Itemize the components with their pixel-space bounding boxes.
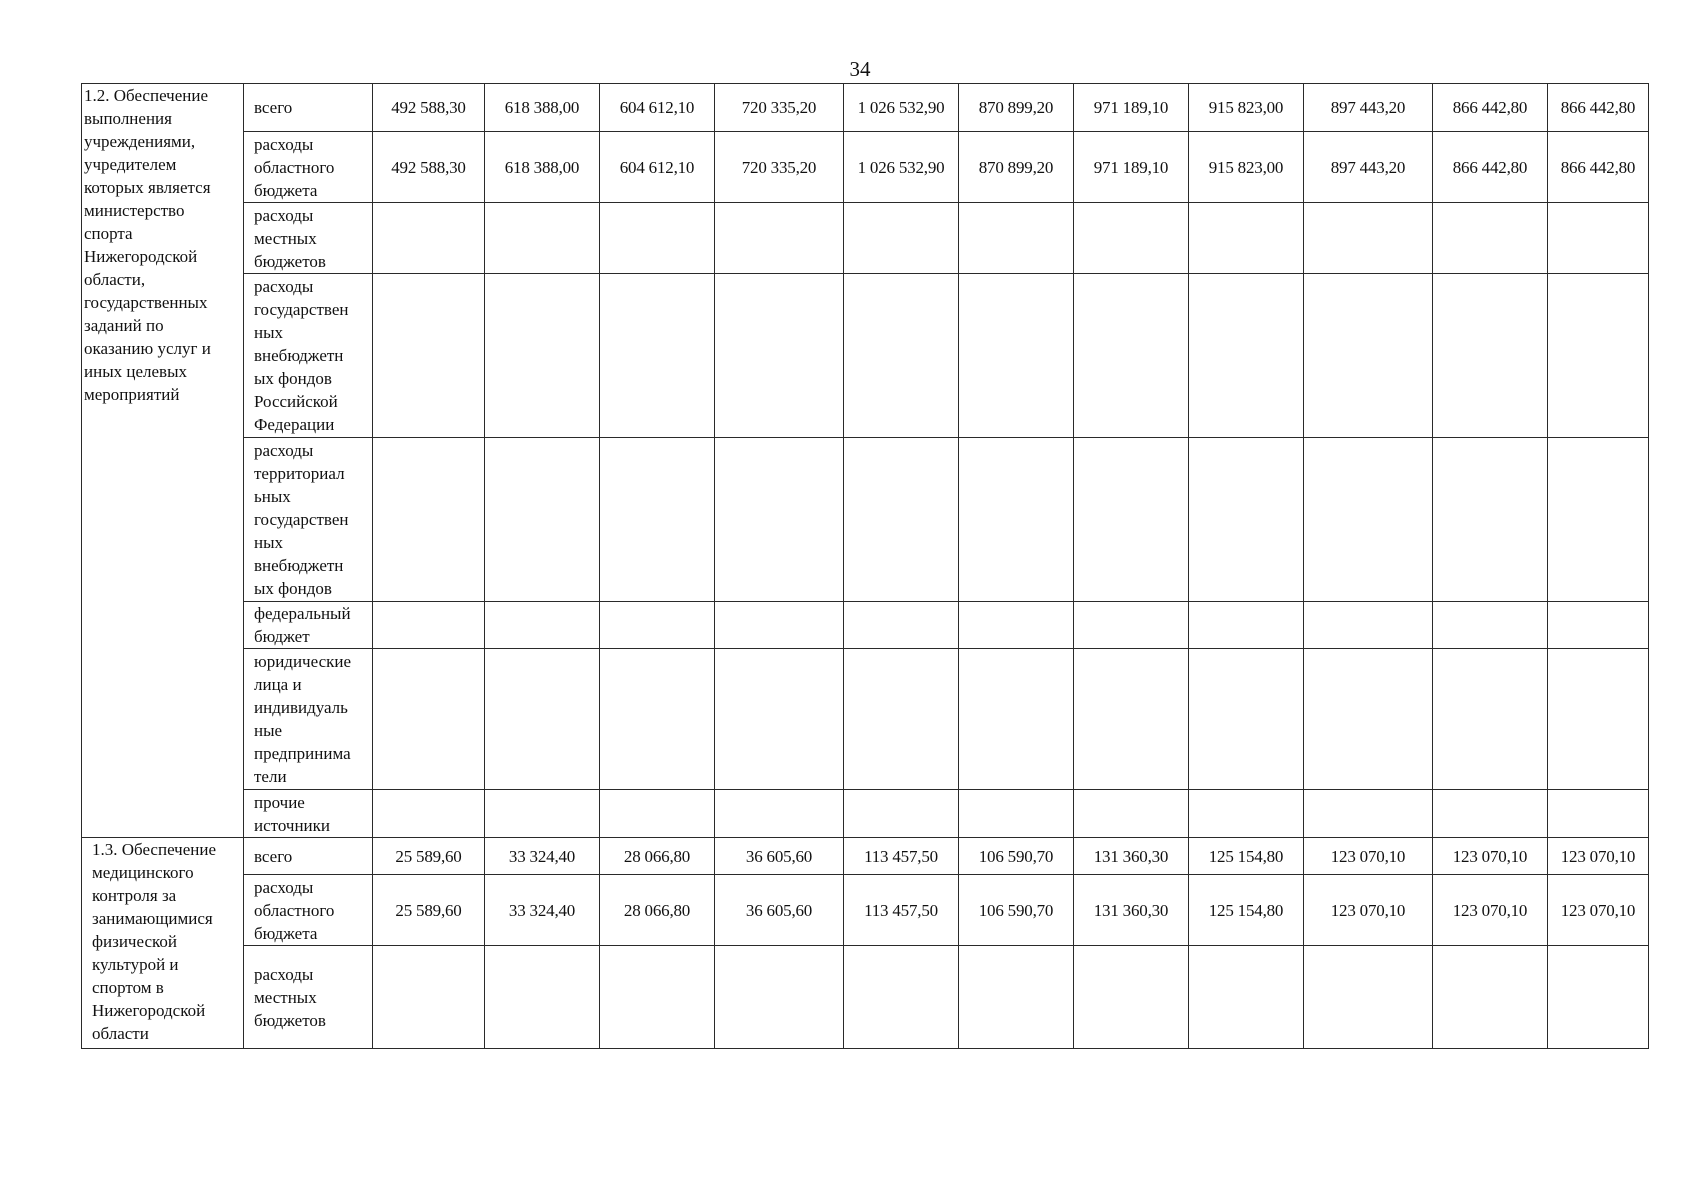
amount-cell: 720 335,20 — [715, 132, 844, 203]
funding-source-cell: юридические лица и индивидуаль ные предпринима тели — [244, 649, 373, 790]
table-row — [82, 875, 1649, 946]
amount-cell: 123 070,10 — [1433, 838, 1548, 875]
amount-cell — [1548, 438, 1649, 602]
amount-cell: 113 457,50 — [844, 838, 959, 875]
amount-cell: 870 899,20 — [959, 84, 1074, 132]
funding-source-cell: расходы областного бюджета — [244, 875, 373, 946]
funding-source-cell: всего — [244, 84, 373, 132]
amount-cell — [844, 946, 959, 1049]
amount-cell — [1548, 790, 1649, 838]
amount-cell — [1074, 438, 1189, 602]
amount-cell: 866 442,80 — [1548, 84, 1649, 132]
amount-cell — [1189, 649, 1304, 790]
amount-cell: 125 154,80 — [1189, 875, 1304, 946]
amount-cell — [1189, 274, 1304, 438]
amount-cell: 25 589,60 — [373, 875, 485, 946]
amount-cell — [715, 602, 844, 649]
funding-source-cell: расходы государствен ных внебюджетн ых фондов Российской Федерации — [244, 274, 373, 438]
amount-cell — [373, 649, 485, 790]
amount-cell — [600, 649, 715, 790]
table-row — [82, 203, 1649, 274]
amount-cell — [715, 438, 844, 602]
amount-cell — [844, 602, 959, 649]
amount-cell: 897 443,20 — [1304, 84, 1433, 132]
amount-cell — [715, 274, 844, 438]
amount-cell: 36 605,60 — [715, 875, 844, 946]
amount-cell: 492 588,30 — [373, 84, 485, 132]
amount-cell — [1304, 274, 1433, 438]
amount-cell: 106 590,70 — [959, 838, 1074, 875]
funding-source-cell: всего — [244, 838, 373, 875]
amount-cell — [1074, 602, 1189, 649]
amount-cell: 492 588,30 — [373, 132, 485, 203]
amount-cell — [1304, 790, 1433, 838]
amount-cell — [959, 438, 1074, 602]
amount-cell: 123 070,10 — [1548, 875, 1649, 946]
funding-source-cell: расходы местных бюджетов — [244, 946, 373, 1049]
amount-cell — [1074, 274, 1189, 438]
amount-cell — [373, 274, 485, 438]
amount-cell — [959, 790, 1074, 838]
amount-cell: 28 066,80 — [600, 875, 715, 946]
amount-cell: 131 360,30 — [1074, 838, 1189, 875]
funding-source-cell: федеральный бюджет — [244, 602, 373, 649]
amount-cell — [485, 274, 600, 438]
amount-cell — [485, 946, 600, 1049]
table-row — [82, 649, 1649, 790]
amount-cell — [373, 438, 485, 602]
amount-cell — [373, 203, 485, 274]
amount-cell: 720 335,20 — [715, 84, 844, 132]
amount-cell: 915 823,00 — [1189, 132, 1304, 203]
amount-cell: 971 189,10 — [1074, 84, 1189, 132]
amount-cell: 131 360,30 — [1074, 875, 1189, 946]
amount-cell — [600, 438, 715, 602]
amount-cell: 866 442,80 — [1433, 84, 1548, 132]
amount-cell: 618 388,00 — [485, 84, 600, 132]
amount-cell — [715, 203, 844, 274]
amount-cell — [1074, 203, 1189, 274]
amount-cell — [715, 790, 844, 838]
amount-cell — [600, 274, 715, 438]
goal-title-cell: 1.2. Обеспечение выполнения учреждениями, учредителем которых является министерство спорта Нижегородской области, государственных заданий по оказанию услуг и иных целевых мероприятий — [82, 84, 244, 838]
table-row — [82, 946, 1649, 1049]
amount-cell: 123 070,10 — [1304, 875, 1433, 946]
amount-cell — [1433, 274, 1548, 438]
amount-cell — [1433, 438, 1548, 602]
amount-cell — [1189, 438, 1304, 602]
funding-source-cell: расходы областного бюджета — [244, 132, 373, 203]
financing-table — [81, 83, 1649, 1049]
amount-cell: 125 154,80 — [1189, 838, 1304, 875]
amount-cell — [844, 438, 959, 602]
funding-source-cell: расходы территориал ьных государствен ных внебюджетн ых фондов — [244, 438, 373, 602]
amount-cell — [844, 790, 959, 838]
amount-cell — [1189, 790, 1304, 838]
table-row — [82, 84, 1649, 132]
table-row — [82, 438, 1649, 602]
amount-cell — [715, 946, 844, 1049]
amount-cell — [600, 203, 715, 274]
amount-cell — [1189, 602, 1304, 649]
amount-cell: 618 388,00 — [485, 132, 600, 203]
amount-cell: 123 070,10 — [1433, 875, 1548, 946]
amount-cell — [1433, 649, 1548, 790]
amount-cell: 1 026 532,90 — [844, 84, 959, 132]
amount-cell: 866 442,80 — [1433, 132, 1548, 203]
amount-cell — [485, 438, 600, 602]
amount-cell: 123 070,10 — [1548, 838, 1649, 875]
amount-cell: 870 899,20 — [959, 132, 1074, 203]
table-row — [82, 132, 1649, 203]
amount-cell: 33 324,40 — [485, 838, 600, 875]
amount-cell — [485, 602, 600, 649]
amount-cell — [600, 602, 715, 649]
table-row — [82, 790, 1649, 838]
amount-cell — [373, 602, 485, 649]
funding-source-cell: прочие источники — [244, 790, 373, 838]
amount-cell — [485, 203, 600, 274]
amount-cell: 604 612,10 — [600, 84, 715, 132]
amount-cell: 915 823,00 — [1189, 84, 1304, 132]
table-row — [82, 838, 1649, 875]
amount-cell: 33 324,40 — [485, 875, 600, 946]
amount-cell — [600, 946, 715, 1049]
amount-cell — [1074, 946, 1189, 1049]
amount-cell — [1548, 946, 1649, 1049]
amount-cell — [1304, 602, 1433, 649]
amount-cell — [1304, 946, 1433, 1049]
amount-cell: 106 590,70 — [959, 875, 1074, 946]
amount-cell: 113 457,50 — [844, 875, 959, 946]
amount-cell — [485, 790, 600, 838]
amount-cell — [844, 274, 959, 438]
amount-cell — [1433, 790, 1548, 838]
page-number: 34 — [849, 57, 871, 81]
amount-cell: 28 066,80 — [600, 838, 715, 875]
amount-cell: 1 026 532,90 — [844, 132, 959, 203]
table-row — [82, 274, 1649, 438]
amount-cell — [373, 946, 485, 1049]
amount-cell — [1433, 602, 1548, 649]
amount-cell — [1189, 203, 1304, 274]
amount-cell — [1304, 649, 1433, 790]
amount-cell — [844, 203, 959, 274]
amount-cell — [373, 790, 485, 838]
amount-cell — [844, 649, 959, 790]
amount-cell — [1433, 946, 1548, 1049]
amount-cell — [1548, 203, 1649, 274]
amount-cell — [959, 274, 1074, 438]
amount-cell — [959, 602, 1074, 649]
amount-cell — [1074, 790, 1189, 838]
amount-cell — [715, 649, 844, 790]
funding-source-cell: расходы местных бюджетов — [244, 203, 373, 274]
amount-cell — [1189, 946, 1304, 1049]
amount-cell — [1433, 203, 1548, 274]
amount-cell — [600, 790, 715, 838]
table-row — [82, 602, 1649, 649]
amount-cell: 897 443,20 — [1304, 132, 1433, 203]
amount-cell — [1548, 602, 1649, 649]
amount-cell — [1074, 649, 1189, 790]
amount-cell — [959, 649, 1074, 790]
amount-cell — [1548, 649, 1649, 790]
amount-cell: 866 442,80 — [1548, 132, 1649, 203]
amount-cell: 25 589,60 — [373, 838, 485, 875]
amount-cell: 123 070,10 — [1304, 838, 1433, 875]
amount-cell: 604 612,10 — [600, 132, 715, 203]
amount-cell — [959, 946, 1074, 1049]
amount-cell — [1548, 274, 1649, 438]
amount-cell — [1304, 438, 1433, 602]
amount-cell — [959, 203, 1074, 274]
amount-cell — [485, 649, 600, 790]
amount-cell — [1304, 203, 1433, 274]
goal-title-cell: 1.3. Обеспечение медицинского контроля за занимающимися физической культурой и спортом в Нижегородской области — [82, 838, 244, 1049]
amount-cell: 971 189,10 — [1074, 132, 1189, 203]
amount-cell: 36 605,60 — [715, 838, 844, 875]
